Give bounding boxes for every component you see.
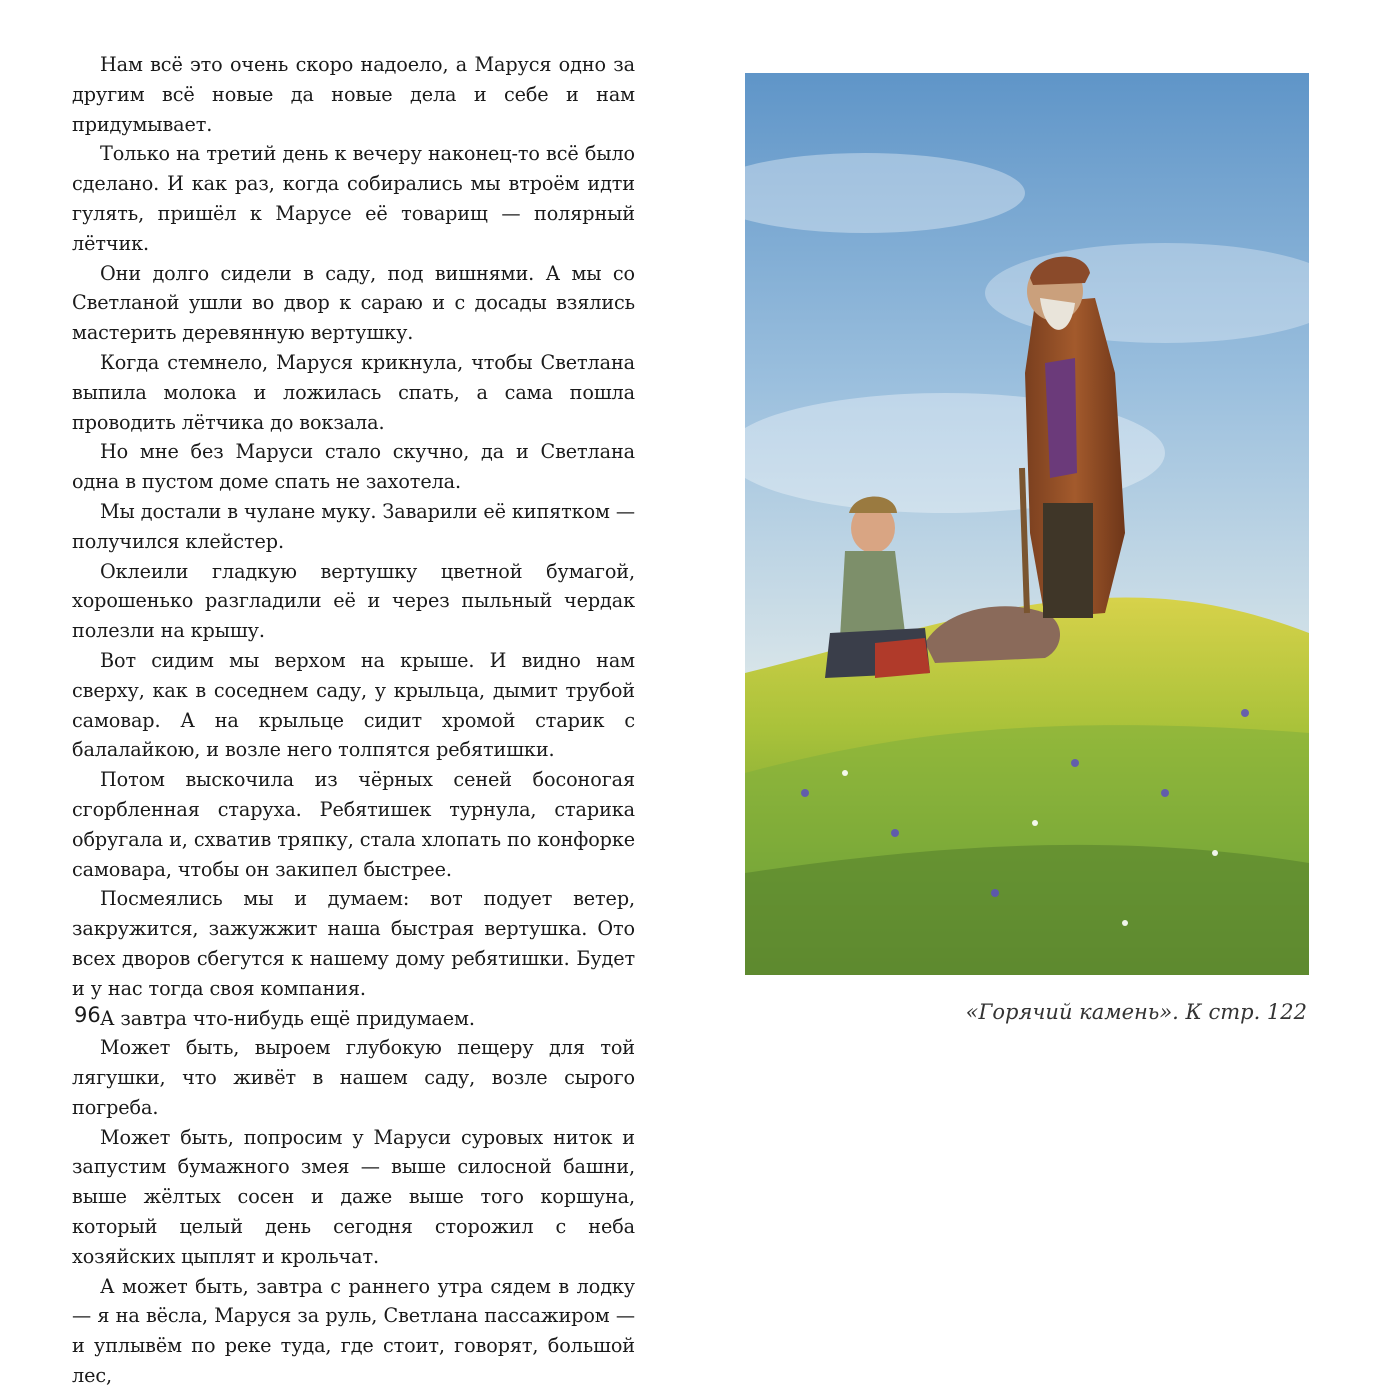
paragraph-1: Нам всё это очень скоро надоело, а Маруся одно за другим всё новые да новые дела и себе и нам придумывает.: [72, 53, 635, 136]
page-number: 96: [74, 1003, 101, 1027]
paragraph-4: Когда стемнело, Маруся крикнула, чтобы Светлана выпила молока и ложилась спать, а сама пошла проводить лётчика до вокзала.: [72, 350, 635, 434]
paragraph-2: Только на третий день к вечеру наконец-то всё было сделано. И как раз, когда собирались мы втроём идти гулять, пришёл к Марусе её товарищ — полярный лётчик.: [72, 142, 635, 255]
paragraph-9: Потом выскочила из чёрных сеней босоногая сгорбленная старуха. Ребятишек турнула, старика обругала и, схватив тряпку, стала хлопать по конфорке самовара, чтобы он закипел быстрее.: [72, 768, 635, 881]
paragraph-10: Посмеялись мы и думаем: вот подует ветер, закружится, зажужжит наша быстрая вертушка. Ото всех дворов сбегутся к нашему дому ребятишки. Будет и у нас тогда своя компания.: [72, 887, 635, 1000]
watercolor-illustration: [745, 73, 1309, 975]
illustration-caption: «Горячий камень». К стр. 122: [965, 1000, 1307, 1024]
paragraph-12: Может быть, выроем глубокую пещеру для той лягушки, что живёт в нашем саду, возле сырого погреба.: [72, 1036, 635, 1119]
paragraph-11: А завтра что-нибудь ещё придумаем.: [100, 1006, 475, 1030]
paragraph-3: Они долго сидели в саду, под вишнями. А мы со Светланой ушли во двор к сараю и с досады взялись мастерить деревянную вертушку.: [72, 261, 635, 345]
left-page-text: [72, 50, 635, 1391]
paragraph-14: А может быть, завтра с раннего утра сядем в лодку — я на вёсла, Маруся за руль, Светлана пассажиром — и уплывём по реке туда, где стоит, говорят, большой лес,: [72, 1274, 635, 1388]
paragraph-7: Оклеили гладкую вертушку цветной бумагой, хорошенько разгладили её и через пыльный чердак полезли на крышу.: [72, 559, 635, 643]
paragraph-5: Но мне без Маруси стало скучно, да и Светлана одна в пустом доме спать не захотела.: [72, 440, 635, 494]
paragraph-6: Мы достали в чулане муку. Заварили её кипятком — получился клейстер.: [72, 499, 635, 553]
paragraph-8: Вот сидим мы верхом на крыше. И видно нам сверху, как в соседнем саду, у крыльца, дымит трубой самовар. А на крыльце сидит хромой старик с балалайкою, и возле него толпятся ребятишки.: [72, 648, 635, 762]
paragraph-13: Может быть, попросим у Маруси суровых ниток и запустим бумажного змея — выше силосной башни, выше жёлтых сосен и даже выше того коршуна, который целый день сегодня сторожил с неба хозяйских цыплят и крольчат.: [72, 1125, 635, 1268]
illustration-old-man-and-boy: [745, 73, 1309, 975]
